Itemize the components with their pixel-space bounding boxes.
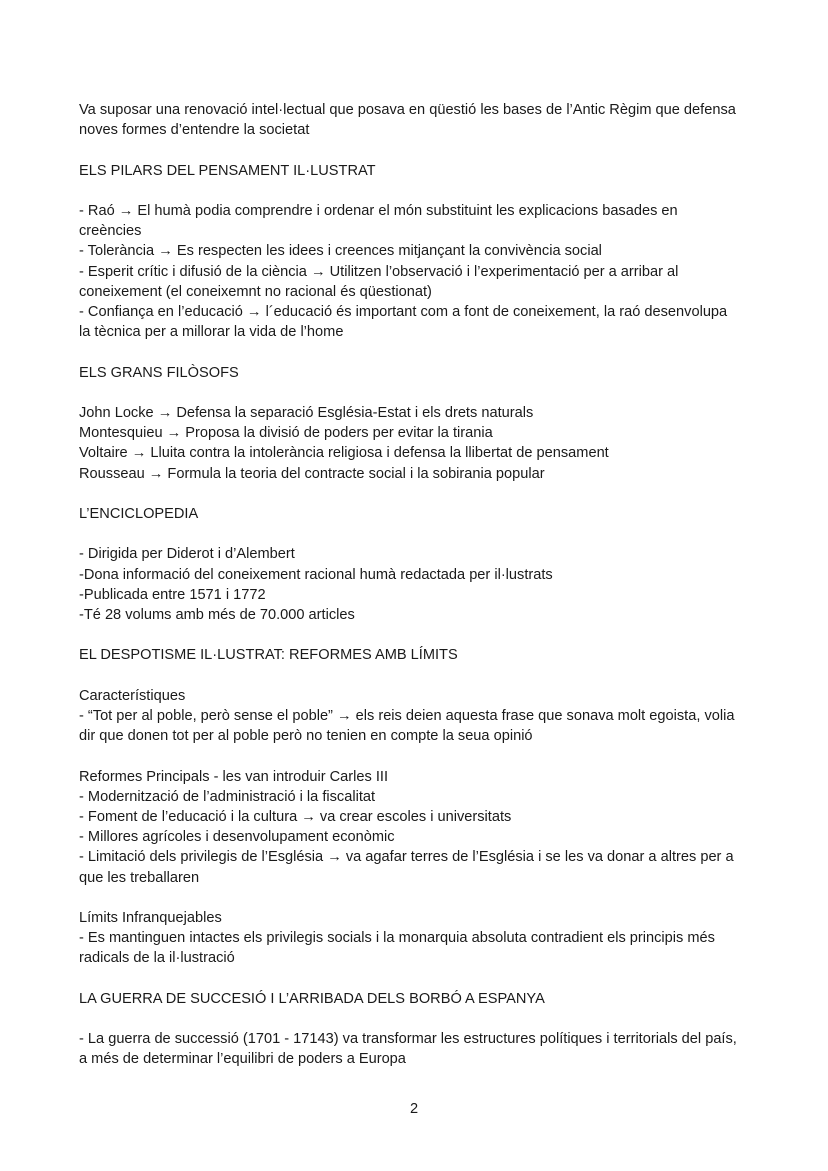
reformes-item-agricoles: - Millores agrícoles i desenvolupament econòmic [79,829,395,846]
spacer [79,524,739,544]
spacer [79,1009,739,1029]
heading-enciclopedia: L’ENCICLOPEDIA [79,505,199,522]
subheading-caracteristiques: Característiques [79,687,186,704]
enciclopedia-item-dirigida: - Dirigida per Diderot i d’Alembert [79,546,295,563]
filosof-rousseau: Rousseau → Formula la teoria del contracte social i la sobirania popular [79,465,545,482]
heading-guerra: LA GUERRA DE SUCCESIÓ I L’ARRIBADA DELS BORBÓ A ESPANYA [79,990,545,1007]
spacer [79,140,739,160]
reformes-item-esglesia: - Limitació dels privilegis de l’Església → va agafar terres de l’Església i se les va donar a altres per a que les treballaren [79,849,734,886]
subheading-limits: Límits Infranquejables [79,909,222,926]
reformes-item-administracio: - Modernització de l’administració i la fiscalitat [79,788,376,805]
spacer [79,181,739,201]
spacer [79,383,739,403]
spacer [79,342,739,362]
enciclopedia-item-volums: -Té 28 volums amb més de 70.000 articles [79,606,355,623]
enciclopedia-item-publicada: -Publicada entre 1571 i 1772 [79,586,266,603]
heading-pilars: ELS PILARS DEL PENSAMENT IL·LUSTRAT [79,162,376,179]
heading-filosofs: ELS GRANS FILÒSOFS [79,364,239,381]
spacer [79,888,739,908]
enciclopedia-item-informacio: -Dona informació del coneixement racional humà redactada per il·lustrats [79,566,553,583]
spacer [79,969,739,989]
reformes-item-educacio: - Foment de l’educació i la cultura → va crear escoles i universitats [79,808,512,825]
subheading-reformes: Reformes Principals - les van introduir Carles III [79,768,389,785]
spacer [79,484,739,504]
spacer [79,625,739,645]
spacer [79,746,739,766]
filosof-voltaire: Voltaire → Lluita contra la intolerància religiosa i defensa la llibertat de pensament [79,445,609,462]
filosof-montesquieu: Montesquieu → Proposa la divisió de poders per evitar la tirania [79,425,493,442]
pilars-item-rao: - Raó → El humà podia comprendre i ordenar el món substituint les explicacions basades en creències [79,202,678,240]
heading-despotisme: EL DESPOTISME IL·LUSTRAT: REFORMES AMB LÍMITS [79,647,458,664]
page-number: 2 [409,1101,419,1117]
filosof-locke: John Locke → Defensa la separació Església-Estat i els drets naturals [79,404,534,421]
pilars-item-educacio: - Confiança en l’educació → l´educació és important com a font de coneixement, la raó desenvolupa la tècnica per a millorar la vida de l’home [79,304,728,341]
caracteristiques-item: - “Tot per al poble, però sense el poble” → els reis deien aquesta frase que sonava molt egoista, volia dir que donen tot per al poble però no tenien en compte la seua opinió [79,707,735,745]
pilars-item-esperit-critic: - Esperit crític i difusió de la ciència → Utilitzen l’observació i l’experimentació per a arribar al coneixement (el coneixemnt no racional és qüestionat) [79,263,679,300]
intro-paragraph: Va suposar una renovació intel·lectual que posava en qüestió les bases de l’Antic Règim que defensa noves formes d’entendre la societat [79,102,736,139]
guerra-item: - La guerra de successió (1701 - 17143) va transformar les estructures polítiques i territorials del país, a més de determinar l’equilibri de poders a Europa [79,1031,737,1068]
limits-item: - Es mantinguen intactes els privilegis socials i la monarquia absoluta contradient els principis més radicals de la il·lustració [79,930,715,967]
document-page [79,100,739,1070]
spacer [79,666,739,686]
pilars-item-tolerancia: - Tolerància → Es respecten les idees i creences mitjançant la convivència social [79,243,602,260]
